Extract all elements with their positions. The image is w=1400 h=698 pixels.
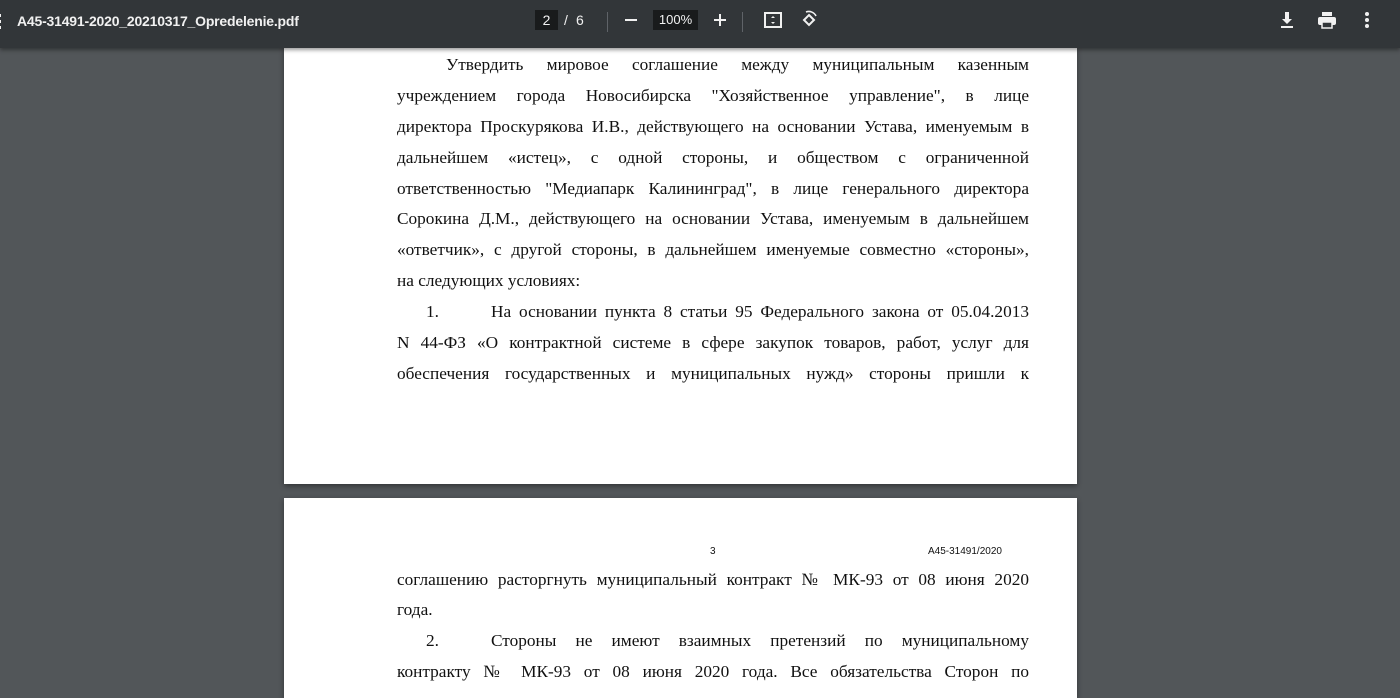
text-line: «ответчик», с другой стороны, в дальнейшем именуемые совместно «стороны», bbox=[397, 240, 1029, 259]
page-separator: / bbox=[564, 12, 568, 28]
divider bbox=[607, 12, 608, 32]
item-number: 1. bbox=[426, 302, 439, 321]
page-number: 3 bbox=[710, 546, 716, 557]
item-number: 2. bbox=[426, 631, 439, 650]
text-line: Утвердить мировое соглашение между муниципальным казенным bbox=[446, 55, 1029, 74]
text-line: ответственностью "Медиапарк Калининград", в лице генерального директора bbox=[397, 179, 1029, 198]
text-line: Стороны не имеют взаимных претензий по муниципальному bbox=[491, 631, 1029, 650]
fit-page-icon[interactable] bbox=[762, 9, 784, 31]
download-icon[interactable] bbox=[1276, 9, 1298, 31]
pdf-toolbar bbox=[0, 0, 1400, 48]
document-title: A45-31491-2020_20210317_Opredelenie.pdf bbox=[17, 13, 299, 29]
text-line: директора Проскурякова И.В., действующего на основании Устава, именуемым в bbox=[397, 117, 1029, 136]
text-line: учреждением города Новосибирска "Хозяйственное управление", в лице bbox=[397, 86, 1029, 105]
case-number: А45-31491/2020 bbox=[928, 546, 1002, 557]
page-total: 6 bbox=[576, 12, 584, 28]
menu-icon[interactable] bbox=[0, 14, 2, 34]
print-icon[interactable] bbox=[1316, 9, 1338, 31]
page-number-input[interactable]: 2 bbox=[535, 10, 558, 30]
zoom-in-button[interactable] bbox=[709, 9, 731, 31]
rotate-icon[interactable] bbox=[798, 9, 820, 31]
pdf-page-2 bbox=[284, 48, 1077, 484]
divider bbox=[742, 12, 743, 32]
zoom-out-button[interactable] bbox=[620, 9, 642, 31]
text-line: года. bbox=[397, 600, 433, 619]
text-line: Сорокина Д.М., действующего на основании Устава, именуемым в дальнейшем bbox=[397, 209, 1029, 228]
text-line: На основании пункта 8 статьи 95 Федерального закона от 05.04.2013 bbox=[491, 302, 1029, 321]
text-line: обеспечения государственных и муниципальных нужд» стороны пришли к bbox=[397, 364, 1029, 383]
text-line: N 44-ФЗ «О контрактной системе в сфере закупок товаров, работ, услуг для bbox=[397, 333, 1029, 352]
more-options-icon[interactable] bbox=[1356, 9, 1378, 31]
zoom-input[interactable]: 100% bbox=[653, 10, 698, 30]
text-line: контракту № МК-93 от 08 июня 2020 года. Все обязательства Сторон по bbox=[397, 662, 1029, 681]
text-line: соглашению расторгнуть муниципальный контракт № МК-93 от 08 июня 2020 bbox=[397, 570, 1029, 589]
text-line: на следующих условиях: bbox=[397, 271, 581, 290]
text-line: дальнейшем «истец», с одной стороны, и обществом с ограниченной bbox=[397, 148, 1029, 167]
pdf-page-3 bbox=[284, 498, 1077, 698]
